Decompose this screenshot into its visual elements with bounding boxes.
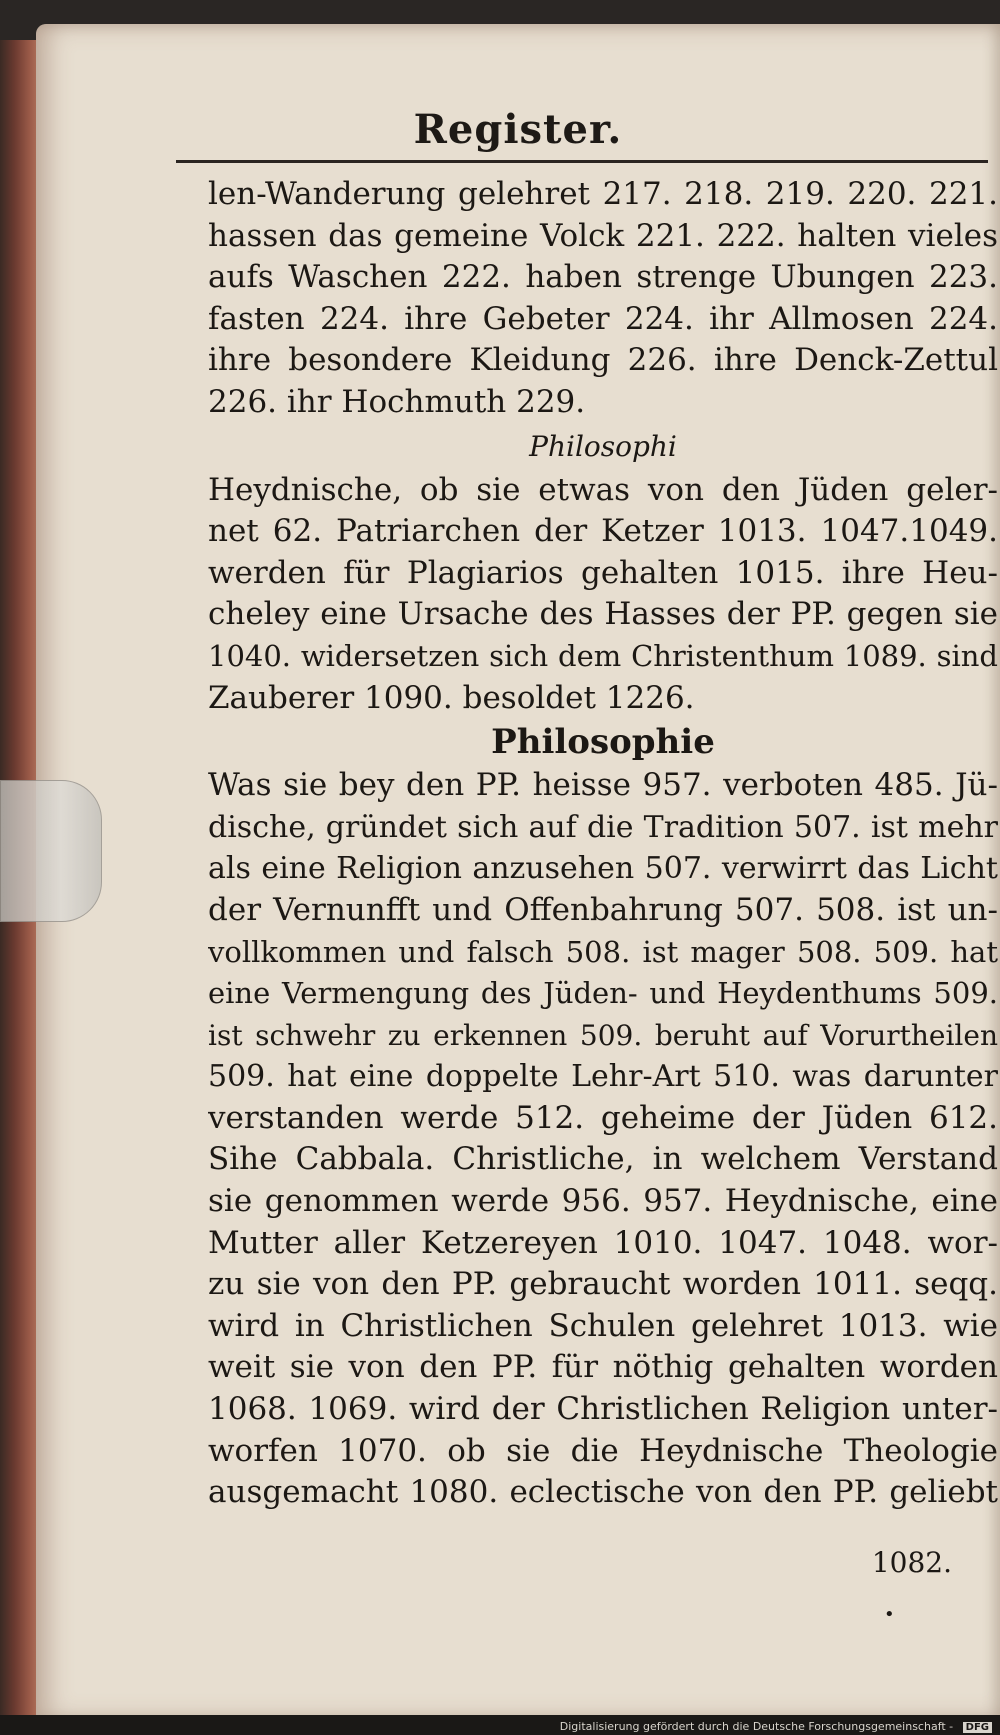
text-line: hassen das gemeine Volck 221. 222. halten vieles bbox=[208, 217, 998, 254]
header-rule bbox=[176, 160, 988, 163]
running-header: Register. bbox=[413, 106, 623, 153]
text-line: 226. ihr Hochmuth 229. bbox=[208, 383, 586, 420]
text-line: Zauberer 1090. besoldet 1226. bbox=[208, 679, 695, 716]
text-line: 1068. 1069. wird der Christlichen Religion unter- bbox=[208, 1391, 998, 1428]
index-text bbox=[208, 174, 998, 1514]
book-page bbox=[36, 24, 1000, 1720]
text-line: fasten 224. ihre Gebeter 224. ihr Allmosen 224. bbox=[208, 300, 998, 337]
dfg-logo: DFG bbox=[963, 1722, 992, 1733]
text-line: dische, gründet sich auf die Tradition 507. ist mehr bbox=[208, 809, 998, 845]
footer-bar bbox=[0, 1715, 1000, 1735]
text-line: Sihe Cabbala. Christliche, in welchem Verstand bbox=[208, 1141, 998, 1178]
text-line: ihre besondere Kleidung 226. ihre Denck-Zettul bbox=[208, 342, 998, 379]
text-line: der Vernunfft und Offenbahrung 507. 508. ist un- bbox=[208, 891, 998, 928]
text-line: weit sie von den PP. für nöthig gehalten worden bbox=[208, 1349, 998, 1386]
text-line: ausgemacht 1080. eclectische von den PP. geliebt bbox=[208, 1474, 998, 1511]
text-line: ist schwehr zu erkennen 509. beruht auf Vorurtheilen bbox=[208, 1018, 998, 1052]
text-line: 1040. widersetzen sich dem Christenthum 1089. sind bbox=[208, 638, 998, 673]
text-line: 509. hat eine doppelte Lehr-Art 510. was darunter bbox=[208, 1059, 998, 1095]
page-clip bbox=[0, 780, 102, 922]
page-continuation-number: 1082. bbox=[871, 1546, 952, 1579]
text-line: wird in Christlichen Schulen gelehret 1013. wie bbox=[208, 1307, 998, 1344]
text-line: len-Wanderung gelehret 217. 218. 219. 220. 221. bbox=[208, 176, 998, 212]
credit-text: Digitalisierung gefördert durch die Deutsche Forschungsgemeinschaft - bbox=[559, 1720, 954, 1733]
entry-heading-philosophie: Philosophie bbox=[491, 722, 715, 763]
text-line: sie genommen werde 956. 957. Heydnische, eine bbox=[208, 1183, 998, 1220]
text-line: werden für Plagiarios gehalten 1015. ihre Heu- bbox=[208, 554, 998, 591]
text-line: eine Vermengung des Jüden- und Heydenthums 509. bbox=[208, 976, 998, 1011]
text-line: zu sie von den PP. gebraucht worden 1011. seqq. bbox=[208, 1266, 998, 1303]
digitization-credit bbox=[560, 1720, 992, 1733]
text-line: Mutter aller Ketzereyen 1010. 1047. 1048. wor- bbox=[208, 1224, 998, 1261]
text-line: als eine Religion anzusehen 507. verwirrt das Licht bbox=[208, 851, 998, 887]
bullet-mark: • bbox=[884, 1604, 895, 1625]
text-line: cheley eine Ursache des Hasses der PP. gegen sie bbox=[208, 596, 998, 633]
text-line: net 62. Patriarchen der Ketzer 1013. 1047.1049. bbox=[208, 513, 998, 550]
text-line: vollkommen und falsch 508. ist mager 508. 509. hat bbox=[208, 934, 998, 969]
text-line: worfen 1070. ob sie die Heydnische Theologie bbox=[208, 1432, 998, 1469]
text-line: Heydnische, ob sie etwas von den Jüden geler- bbox=[208, 471, 998, 508]
text-line: Was sie bey den PP. heisse 957. verboten 485. Jü- bbox=[208, 767, 998, 804]
entry-heading-philosophi: Philosophi bbox=[529, 429, 677, 463]
text-line: aufs Waschen 222. haben strenge Ubungen 223. bbox=[208, 259, 998, 296]
text-line: verstanden werde 512. geheime der Jüden 612. bbox=[208, 1099, 998, 1136]
